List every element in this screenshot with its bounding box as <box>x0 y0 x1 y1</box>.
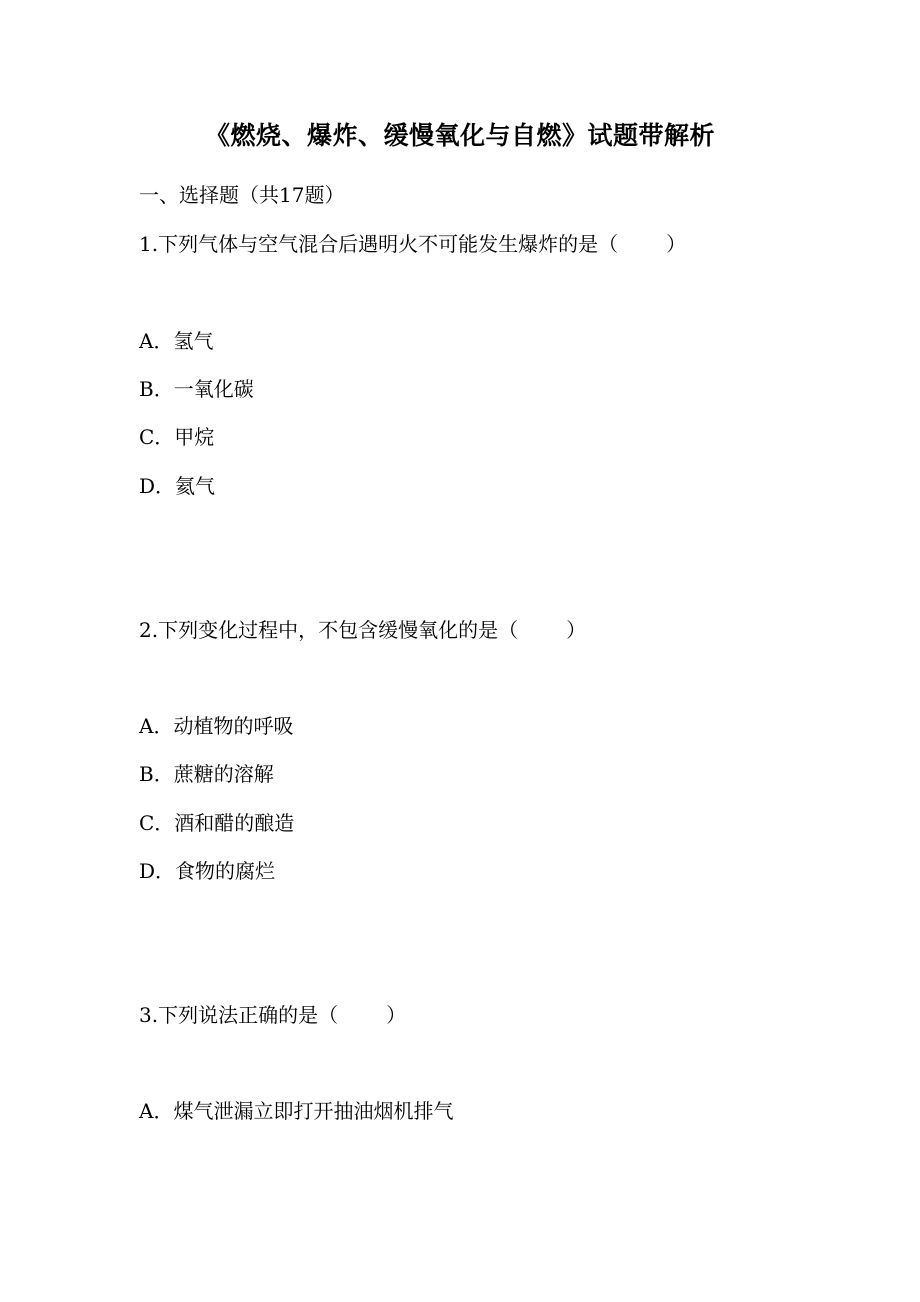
question-1-option-c: C．甲烷 <box>139 425 215 449</box>
question-2-close: ） <box>566 618 587 642</box>
question-2-option-d: D．食物的腐烂 <box>139 859 276 883</box>
question-1-option-d: D．氦气 <box>139 474 216 498</box>
question-1-stem <box>139 230 686 258</box>
question-2-text: 2.下列变化过程中，不包含缓慢氧化的是（ <box>139 618 519 642</box>
question-3-text: 3.下列说法正确的是（ <box>139 1003 339 1027</box>
question-2-option-b: B．蔗糖的溶解 <box>139 762 274 786</box>
question-3-close: ） <box>386 1003 407 1027</box>
question-1-option-a: A．氢气 <box>139 329 214 353</box>
page-title: 《燃烧、爆炸、缓慢氧化与自燃》试题带解析 <box>204 121 715 150</box>
question-1-option-b: B．一氧化碳 <box>139 377 254 401</box>
question-2-stem <box>139 616 586 644</box>
question-1-text: 1.下列气体与空气混合后遇明火不可能发生爆炸的是（ <box>139 232 619 256</box>
question-1-close: ） <box>666 232 687 256</box>
question-2-option-a: A．动植物的呼吸 <box>139 714 294 738</box>
section-heading: 一、选择题（共17题） <box>139 183 345 207</box>
question-3-stem <box>139 1001 406 1029</box>
question-3-option-a: A．煤气泄漏立即打开抽油烟机排气 <box>139 1099 454 1123</box>
question-2-option-c: C．酒和醋的酿造 <box>139 811 295 835</box>
